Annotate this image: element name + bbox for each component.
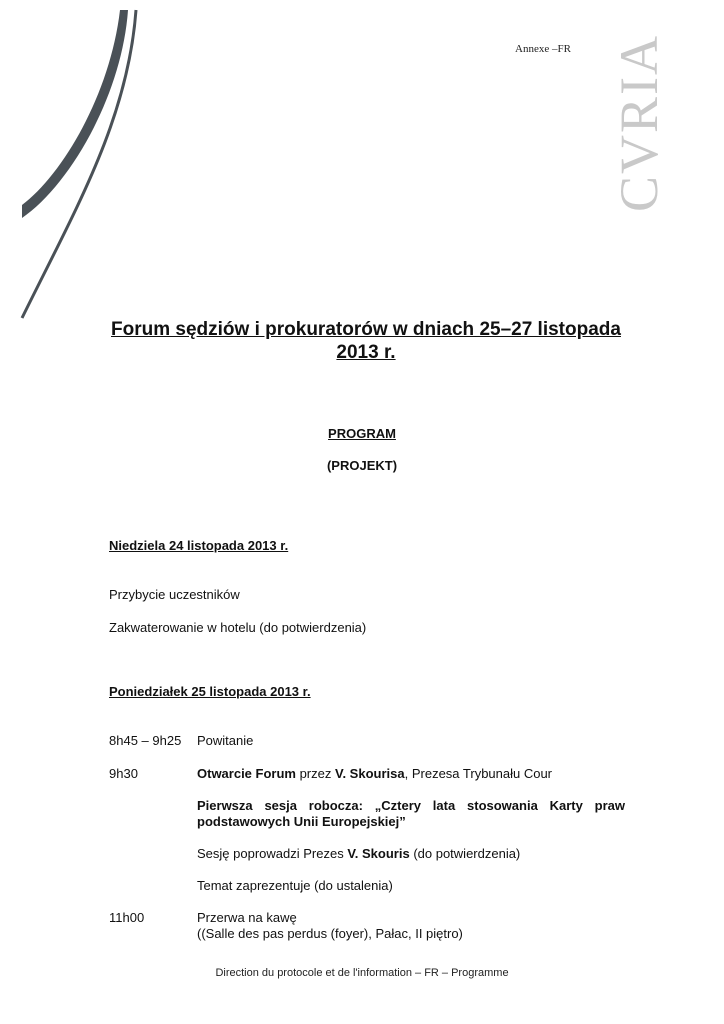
opening-mid: przez bbox=[295, 766, 335, 781]
sunday-item-hotel: Zakwaterowanie w hotelu (do potwierdzenia) bbox=[109, 620, 367, 635]
monday-heading: Poniedziałek 25 listopada 2013 r. bbox=[109, 684, 311, 699]
break-line-1: Przerwa na kawę bbox=[197, 910, 297, 925]
curia-logo-curves bbox=[0, 0, 140, 330]
session-title bbox=[197, 798, 625, 830]
sunday-heading: Niedziela 24 listopada 2013 r. bbox=[109, 538, 289, 553]
page-footer: Direction du protocole et de l'information – FR – Programme bbox=[215, 967, 509, 979]
program-heading: PROGRAM bbox=[328, 426, 396, 441]
schedule-description bbox=[197, 910, 625, 942]
chair-post: (do potwierdzenia) bbox=[409, 846, 521, 861]
schedule-time: 11h00 bbox=[109, 910, 145, 925]
session-title-line-2: podstawowych Unii Europejskiej” bbox=[197, 814, 406, 829]
title-line-1: Forum sędziów i prokuratorów w dniach 25–27 listopada bbox=[111, 319, 621, 340]
schedule-description bbox=[197, 766, 625, 782]
logo-curve-wide bbox=[22, 10, 128, 218]
document-title bbox=[100, 318, 632, 364]
curia-watermark: CVRIA bbox=[609, 33, 669, 212]
opening-name: V. Skourisa bbox=[334, 766, 405, 781]
session-topic: Temat zaprezentuje (do ustalenia) bbox=[197, 878, 393, 893]
session-chair bbox=[197, 846, 625, 862]
opening-rest: , Prezesa Trybunału Cour bbox=[404, 766, 553, 781]
break-line-2: ((Salle des pas perdus (foyer), Pałac, II piętro) bbox=[197, 926, 463, 941]
title-line-2: 2013 r. bbox=[336, 342, 396, 363]
draft-label: (PROJEKT) bbox=[326, 458, 398, 473]
schedule-time: 9h30 bbox=[109, 766, 138, 781]
chair-name: V. Skouris bbox=[347, 846, 410, 861]
opening-bold: Otwarcie Forum bbox=[197, 766, 296, 781]
chair-pre: Sesję poprowadzi Prezes bbox=[197, 846, 348, 861]
session-title-line-1: Pierwsza sesja robocza: „Cztery lata stosowania Karty praw bbox=[197, 798, 625, 813]
schedule-time: 8h45 – 9h25 bbox=[109, 733, 182, 748]
sunday-item-arrival: Przybycie uczestników bbox=[109, 587, 240, 602]
annex-label: Annexe –FR bbox=[515, 43, 571, 55]
schedule-description: Powitanie bbox=[197, 733, 254, 748]
